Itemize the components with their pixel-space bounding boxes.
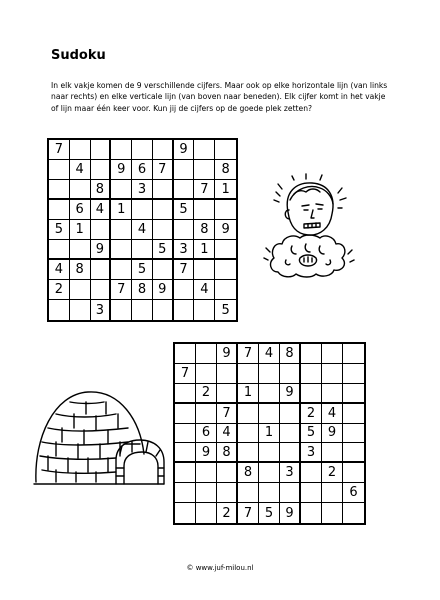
sudoku-cell: 3: [91, 300, 112, 320]
sudoku-cell: [196, 404, 217, 424]
sudoku-cell: [175, 443, 196, 463]
sudoku-cell: [194, 260, 215, 280]
igloo-icon: [32, 384, 166, 496]
sudoku-cell: [174, 220, 195, 240]
sudoku-cell: 1: [215, 180, 236, 200]
sudoku-cell: [238, 483, 259, 503]
sudoku-cell: [91, 160, 112, 180]
sudoku-cell: [217, 364, 238, 384]
sudoku-cell: [217, 483, 238, 503]
sudoku-cell: 1: [70, 220, 91, 240]
sudoku-cell: 9: [217, 344, 238, 364]
sudoku-cell: 3: [301, 443, 322, 463]
sudoku-cell: [175, 503, 196, 523]
sudoku-cell: 2: [322, 463, 343, 483]
sudoku-cell: [259, 364, 280, 384]
sudoku-cell: [322, 344, 343, 364]
sudoku-cell: 9: [215, 220, 236, 240]
sudoku-cell: [194, 200, 215, 220]
sudoku-cell: [111, 300, 132, 320]
sudoku-cell: 8: [194, 220, 215, 240]
sudoku-cell: 3: [132, 180, 153, 200]
sudoku-cell: [217, 384, 238, 404]
sudoku-cell: [238, 424, 259, 444]
sudoku-cell: 9: [111, 160, 132, 180]
sudoku-cell: 1: [194, 240, 215, 260]
sudoku-cell: [322, 483, 343, 503]
sudoku-cell: [301, 483, 322, 503]
sudoku-cell: [259, 404, 280, 424]
sudoku-cell: 7: [194, 180, 215, 200]
sudoku-cell: [301, 384, 322, 404]
sudoku-cell: 2: [196, 384, 217, 404]
sudoku-cell: 5: [49, 220, 70, 240]
sudoku-cell: 7: [175, 364, 196, 384]
sudoku-cell: [194, 300, 215, 320]
sudoku-cell: [153, 220, 174, 240]
sudoku-cell: [343, 404, 364, 424]
sudoku-cell: [70, 280, 91, 300]
sudoku-cell: 5: [132, 260, 153, 280]
sudoku-cell: [343, 384, 364, 404]
sudoku-cell: 9: [153, 280, 174, 300]
sudoku-cell: 7: [49, 140, 70, 160]
sudoku-cell: 4: [322, 404, 343, 424]
sudoku-cell: [111, 180, 132, 200]
sudoku-cell: [215, 140, 236, 160]
sudoku-cell: [174, 160, 195, 180]
sudoku-cell: [238, 443, 259, 463]
sudoku-cell: 4: [49, 260, 70, 280]
sudoku-grid-1: [47, 138, 238, 322]
sudoku-cell: 8: [215, 160, 236, 180]
sudoku-cell: [280, 483, 301, 503]
sudoku-cell: 9: [280, 503, 301, 523]
sudoku-cell: 5: [259, 503, 280, 523]
sudoku-cell: 7: [153, 160, 174, 180]
sudoku-cell: [91, 220, 112, 240]
sudoku-cell: [49, 200, 70, 220]
sudoku-cell: 4: [132, 220, 153, 240]
sudoku-cell: [175, 483, 196, 503]
sudoku-cell: [49, 160, 70, 180]
sudoku-cell: 1: [238, 384, 259, 404]
sudoku-cell: [175, 404, 196, 424]
sudoku-cell: [91, 140, 112, 160]
sudoku-cell: [301, 344, 322, 364]
sudoku-cell: 2: [301, 404, 322, 424]
sudoku-cell: [322, 443, 343, 463]
sudoku-cell: [343, 364, 364, 384]
sudoku-grid-2: [173, 342, 366, 525]
sudoku-cell: [343, 424, 364, 444]
sudoku-cell: 5: [301, 424, 322, 444]
sudoku-cell: [196, 463, 217, 483]
sudoku-cell: [322, 384, 343, 404]
sudoku-cell: [111, 220, 132, 240]
sudoku-cell: [259, 483, 280, 503]
sudoku-cell: 2: [49, 280, 70, 300]
sudoku-cell: 7: [174, 260, 195, 280]
sudoku-cell: [280, 424, 301, 444]
sudoku-cell: 8: [70, 260, 91, 280]
sudoku-cell: [194, 160, 215, 180]
sudoku-cell: 4: [217, 424, 238, 444]
sudoku-cell: [280, 404, 301, 424]
sudoku-cell: [194, 140, 215, 160]
sudoku-cell: [153, 180, 174, 200]
sudoku-cell: [301, 364, 322, 384]
sudoku-cell: 5: [174, 200, 195, 220]
sudoku-cell: [174, 180, 195, 200]
sudoku-cell: [91, 260, 112, 280]
sudoku-cell: [343, 463, 364, 483]
sudoku-cell: 7: [238, 503, 259, 523]
sudoku-cell: 3: [280, 463, 301, 483]
sudoku-cell: 6: [132, 160, 153, 180]
sudoku-cell: [175, 344, 196, 364]
sudoku-cell: [132, 240, 153, 260]
sudoku-cell: [174, 300, 195, 320]
sudoku-cell: [111, 240, 132, 260]
sudoku-cell: 3: [174, 240, 195, 260]
sudoku-cell: [196, 364, 217, 384]
sudoku-cell: [174, 280, 195, 300]
sudoku-cell: [132, 300, 153, 320]
sudoku-cell: [175, 384, 196, 404]
sudoku-cell: 5: [221, 302, 230, 318]
sudoku-cell: 8: [132, 280, 153, 300]
sudoku-cell: [70, 140, 91, 160]
sudoku-cell: [343, 344, 364, 364]
instructions-text: In elk vakje komen de 9 verschillende cijfers. Maar ook op elke horizontale lijn (van links naar rechts) en elke verticale lijn (van boven naar beneden). Elk cijfer komt in het vakje of lijn maar één keer voor. Kun jij de cijfers op de goede plek zetten?: [51, 81, 388, 113]
sudoku-cell: [322, 503, 343, 523]
sudoku-cell: 9: [196, 443, 217, 463]
sudoku-cell: [322, 364, 343, 384]
sudoku-cell: 9: [174, 140, 195, 160]
sudoku-cell: [196, 503, 217, 523]
sudoku-cell: [111, 260, 132, 280]
sudoku-cell: 4: [194, 280, 215, 300]
sudoku-cell: 6: [343, 483, 364, 503]
sudoku-cell: [215, 200, 236, 220]
sudoku-cell: [49, 300, 70, 320]
sudoku-cell: 1: [111, 200, 132, 220]
sudoku-cell: 8: [91, 180, 112, 200]
sudoku-cell: 4: [91, 200, 112, 220]
sudoku-cell: 8: [238, 463, 259, 483]
sudoku-cell: [153, 200, 174, 220]
sudoku-cell: [153, 300, 174, 320]
sudoku-cell: [259, 384, 280, 404]
sudoku-cell: [153, 140, 174, 160]
sudoku-cell: [238, 404, 259, 424]
sudoku-cell: 5: [153, 240, 174, 260]
sudoku-cell: [215, 260, 236, 280]
page-title: Sudoku: [51, 48, 106, 63]
sudoku-cell: [153, 260, 174, 280]
sudoku-cell: 7: [111, 280, 132, 300]
sudoku-cell: [49, 180, 70, 200]
sudoku-cell: [175, 424, 196, 444]
sudoku-cell: [70, 300, 91, 320]
sudoku-cell: 6: [196, 424, 217, 444]
sudoku-cell: 8: [280, 344, 301, 364]
sudoku-cell: [343, 503, 364, 523]
sudoku-cell: [91, 280, 112, 300]
sudoku-cell: 8: [217, 443, 238, 463]
sudoku-cell: 7: [217, 404, 238, 424]
sudoku-cell: 1: [259, 424, 280, 444]
sudoku-cell: 9: [91, 240, 112, 260]
sudoku-cell: [175, 463, 196, 483]
sudoku-cell: 2: [217, 503, 238, 523]
sudoku-cell: 7: [238, 344, 259, 364]
sudoku-cell: [280, 364, 301, 384]
sudoku-cell: [70, 180, 91, 200]
copyright-footer: © www.juf-milou.nl: [186, 564, 254, 572]
sudoku-cell: [215, 280, 236, 300]
sudoku-cell: [259, 443, 280, 463]
sudoku-cell: [70, 240, 91, 260]
sudoku-cell: 9: [280, 384, 301, 404]
sudoku-cell: [280, 443, 301, 463]
sudoku-cell: 4: [70, 160, 91, 180]
sudoku-cell: [301, 463, 322, 483]
sudoku-cell: [49, 240, 70, 260]
sudoku-cell: [196, 344, 217, 364]
sudoku-cell: [238, 364, 259, 384]
sudoku-cell: [196, 483, 217, 503]
cold-shivering-person-icon: [262, 172, 358, 282]
sudoku-cell: [132, 200, 153, 220]
sudoku-cell: [217, 463, 238, 483]
sudoku-cell: [259, 463, 280, 483]
sudoku-cell: [111, 140, 132, 160]
sudoku-cell: [132, 140, 153, 160]
sudoku-cell: [301, 503, 322, 523]
sudoku-cell: [343, 443, 364, 463]
sudoku-cell: 9: [322, 424, 343, 444]
sudoku-cell: 6: [70, 200, 91, 220]
sudoku-cell: [215, 240, 236, 260]
sudoku-cell: 4: [259, 344, 280, 364]
